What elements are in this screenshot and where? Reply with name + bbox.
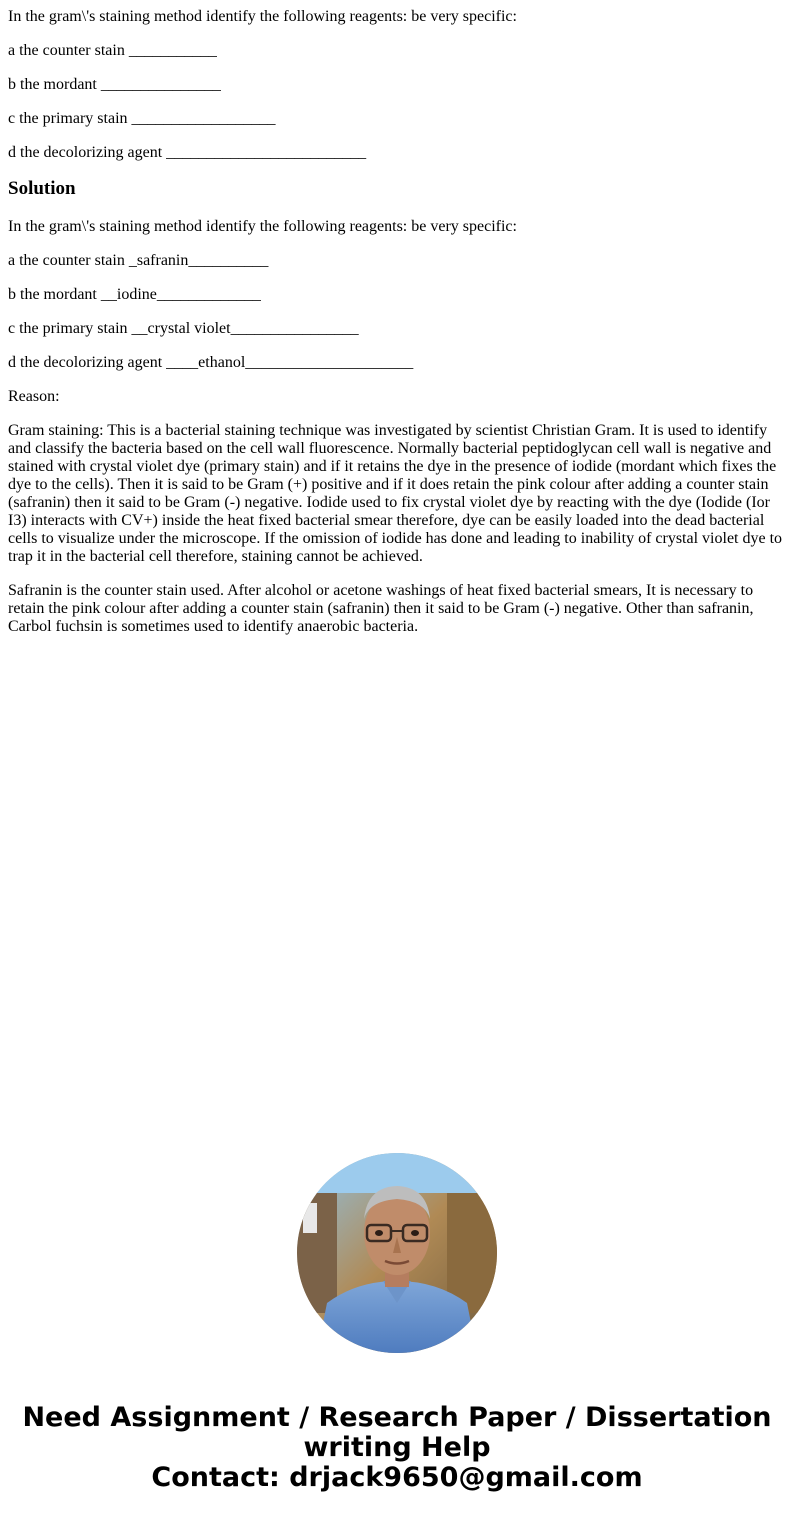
answer-mordant: b the mordant __iodine_____________ [8,286,261,303]
solution-heading: Solution [8,178,76,199]
document-content [8,0,786,652]
answer-counter-stain: a the counter stain _safranin__________ [8,252,269,269]
answer-primary-stain: c the primary stain __crystal violet________________ [8,320,359,337]
promo-contact-line: Contact: drjack9650@gmail.com [151,1462,643,1493]
question-item-mordant: b the mordant _______________ [8,76,221,93]
answer-decolorizing-agent: d the decolorizing agent ____ethanol_____________________ [8,354,414,371]
promo-banner [0,1403,794,1493]
reason-paragraph-gram-staining: Gram staining: This is a bacterial staining technique was investigated by scientist Christian Gram. It is used to identify and classify the bacteria based on the cell wall fluorescence. Normally bacterial peptidoglycan cell wall is negative and stained with crystal violet dye (primary stain) and if it retains the dye in the presence of iodide (mordant which fixes the dye to the cells). Then it is said to be Gram (+) positive and if it does retain the pink colour after adding a counter stain (safranin) then it said to be Gram (-) negative. Iodide used to fix crystal violet dye by reacting with the dye (Iodide (Ior I3) interacts with CV+) inside the heat fixed bacterial smear therefore, dye can be easily loaded into the dead bacterial cells to visualize under the microscope. If the omission of iodide has done and leading to inability of crystal violet dye to trap it in the bacterial cell therefore, staining cannot be achieved. [8,422,783,565]
solution-intro: In the gram\'s staining method identify the following reagents: be very specific: [8,218,517,235]
question-item-counter-stain: a the counter stain ___________ [8,42,217,59]
author-portrait-image [297,1153,497,1353]
question-intro: In the gram\'s staining method identify the following reagents: be very specific: [8,8,517,25]
promo-line-2: writing Help [303,1432,491,1463]
promo-line-1: Need Assignment / Research Paper / Dissertation [22,1402,772,1433]
question-item-primary-stain: c the primary stain __________________ [8,110,276,127]
author-avatar [297,1153,497,1353]
reason-paragraph-safranin: Safranin is the counter stain used. After alcohol or acetone washings of heat fixed bacterial smears, It is necessary to retain the pink colour after adding a counter stain (safranin) then it said to be Gram (-) negative. Other than safranin, Carbol fuchsin is sometimes used to identify anaerobic bacteria. [8,582,754,635]
question-item-decolorizing-agent: d the decolorizing agent _________________________ [8,144,367,161]
reason-label: Reason: [8,388,60,405]
